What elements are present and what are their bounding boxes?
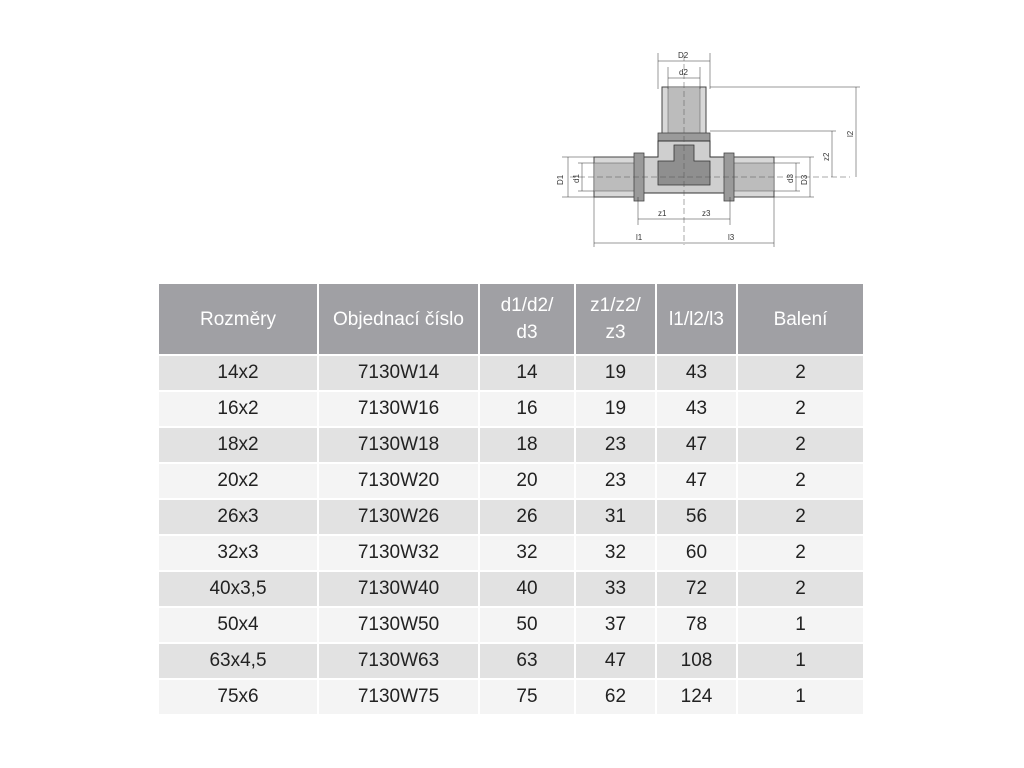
label-l2: l2 xyxy=(846,130,855,137)
order-number-cell: 7130W20 xyxy=(319,462,480,498)
z-cell: 23 xyxy=(576,462,657,498)
order-number-cell: 7130W63 xyxy=(319,642,480,678)
packaging-cell: 2 xyxy=(738,498,863,534)
dimensions-cell: 18x2 xyxy=(159,426,319,462)
dimensions-cell: 16x2 xyxy=(159,390,319,426)
header-d1-d2-d3: d1/d2/ d3 xyxy=(480,284,576,354)
dimensions-cell: 20x2 xyxy=(159,462,319,498)
table-row xyxy=(159,498,863,534)
d-cell: 16 xyxy=(480,390,576,426)
table-header-row xyxy=(159,284,863,354)
z-cell: 19 xyxy=(576,390,657,426)
d-cell: 50 xyxy=(480,606,576,642)
label-z3: z3 xyxy=(702,209,711,218)
d-cell: 40 xyxy=(480,570,576,606)
z-cell: 19 xyxy=(576,354,657,390)
packaging-cell: 1 xyxy=(738,642,863,678)
order-number-cell: 7130W26 xyxy=(319,498,480,534)
d-cell: 75 xyxy=(480,678,576,714)
order-number-cell: 7130W14 xyxy=(319,354,480,390)
header-l1-l2-l3: l1/l2/l3 xyxy=(657,284,738,354)
packaging-cell: 1 xyxy=(738,606,863,642)
label-l3: l3 xyxy=(728,233,735,242)
z-cell: 47 xyxy=(576,642,657,678)
table-row xyxy=(159,534,863,570)
l-cell: 72 xyxy=(657,570,738,606)
d-cell: 32 xyxy=(480,534,576,570)
specification-table xyxy=(159,284,863,714)
order-number-cell: 7130W32 xyxy=(319,534,480,570)
z-cell: 37 xyxy=(576,606,657,642)
dimensions-cell: 75x6 xyxy=(159,678,319,714)
order-number-cell: 7130W40 xyxy=(319,570,480,606)
label-D3: D3 xyxy=(800,174,809,185)
l-cell: 47 xyxy=(657,426,738,462)
packaging-cell: 2 xyxy=(738,462,863,498)
order-number-cell: 7130W75 xyxy=(319,678,480,714)
l-cell: 43 xyxy=(657,390,738,426)
order-number-cell: 7130W18 xyxy=(319,426,480,462)
l-cell: 47 xyxy=(657,462,738,498)
label-D1: D1 xyxy=(556,174,565,185)
label-z2: z2 xyxy=(822,152,831,161)
l-cell: 56 xyxy=(657,498,738,534)
packaging-cell: 2 xyxy=(738,534,863,570)
table-row xyxy=(159,642,863,678)
label-d2: d2 xyxy=(679,68,688,77)
table-row xyxy=(159,606,863,642)
dimensions-cell: 26x3 xyxy=(159,498,319,534)
packaging-cell: 2 xyxy=(738,390,863,426)
dimensions-cell: 14x2 xyxy=(159,354,319,390)
dimensions-cell: 63x4,5 xyxy=(159,642,319,678)
d-cell: 18 xyxy=(480,426,576,462)
table-row xyxy=(159,354,863,390)
packaging-cell: 2 xyxy=(738,570,863,606)
z-cell: 33 xyxy=(576,570,657,606)
l-cell: 124 xyxy=(657,678,738,714)
z-cell: 31 xyxy=(576,498,657,534)
header-z1-z2-z3: z1/z2/ z3 xyxy=(576,284,657,354)
tee-fitting-svg xyxy=(550,45,870,255)
d-cell: 63 xyxy=(480,642,576,678)
packaging-cell: 2 xyxy=(738,426,863,462)
z-cell: 32 xyxy=(576,534,657,570)
label-z1: z1 xyxy=(658,209,667,218)
table-row xyxy=(159,462,863,498)
d-cell: 14 xyxy=(480,354,576,390)
d-cell: 20 xyxy=(480,462,576,498)
packaging-cell: 1 xyxy=(738,678,863,714)
table-row xyxy=(159,390,863,426)
l-cell: 108 xyxy=(657,642,738,678)
dimensions-cell: 50x4 xyxy=(159,606,319,642)
d-cell: 26 xyxy=(480,498,576,534)
header-order-number: Objednací číslo xyxy=(319,284,480,354)
z-cell: 23 xyxy=(576,426,657,462)
z-cell: 62 xyxy=(576,678,657,714)
l-cell: 60 xyxy=(657,534,738,570)
table-row xyxy=(159,426,863,462)
dimensions-cell: 40x3,5 xyxy=(159,570,319,606)
label-l1: l1 xyxy=(636,233,643,242)
header-dimensions: Rozměry xyxy=(159,284,319,354)
tee-fitting-drawing xyxy=(550,45,870,255)
table-row xyxy=(159,678,863,714)
label-d3: d3 xyxy=(786,174,795,183)
order-number-cell: 7130W50 xyxy=(319,606,480,642)
label-d1: d1 xyxy=(572,174,581,183)
header-packaging: Balení xyxy=(738,284,863,354)
label-D2: D2 xyxy=(678,51,689,60)
order-number-cell: 7130W16 xyxy=(319,390,480,426)
dimensions-cell: 32x3 xyxy=(159,534,319,570)
table-row xyxy=(159,570,863,606)
packaging-cell: 2 xyxy=(738,354,863,390)
l-cell: 43 xyxy=(657,354,738,390)
l-cell: 78 xyxy=(657,606,738,642)
